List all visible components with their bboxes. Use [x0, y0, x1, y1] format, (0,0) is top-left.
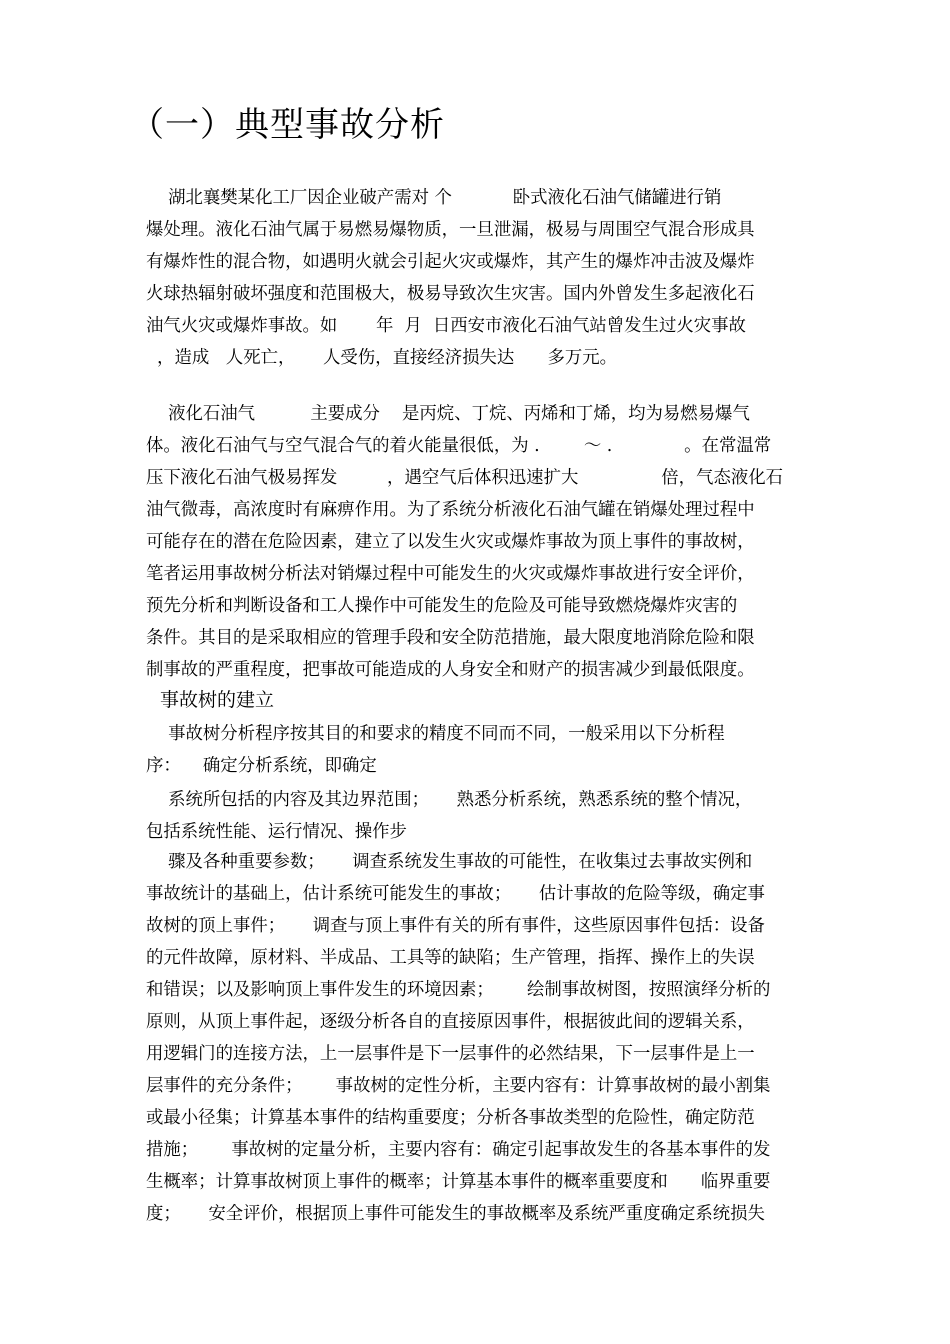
paragraph-line: 生概率；计算事故树顶上事件的概率；计算基本事件的概率重要度和 临界重要 [146, 1172, 771, 1192]
paragraph-line: 有爆炸性的混合物，如遇明火就会引起火灾或爆炸，其产生的爆炸冲击波及爆炸 [146, 252, 755, 272]
paragraph-line: 制事故的严重程度，把事故可能造成的人身安全和财产的损害减少到最低限度。 [146, 660, 755, 680]
paragraph-line: 故树的顶上事件； 调查与顶上事件有关的所有事件，这些原因事件包括：设备 [146, 916, 765, 936]
section-heading: 事故树的建立 [160, 689, 275, 711]
paragraph-line: 和错误；以及影响顶上事件发生的环境因素； 绘制事故树图，按照演绎分析的 [146, 980, 771, 1000]
paragraph-line: 笔者运用事故树分析法对销爆过程中可能发生的火灾或爆炸事故进行安全评价， [146, 564, 755, 584]
paragraph-line: 包括系统性能、运行情况、操作步 [146, 822, 407, 842]
paragraph-line: 事故树分析程序按其目的和要求的精度不同而不同，一般采用以下分析程 [146, 724, 725, 744]
paragraph-line: 预先分析和判断设备和工人操作中可能发生的危险及可能导致燃烧爆炸灾害的 [146, 596, 738, 616]
paragraph-line: 压下液化石油气极易挥发 ，遇空气后体积迅速扩大 倍，气态液化石 [146, 468, 784, 488]
paragraph-line: 体。液化石油气与空气混合气的着火能量很低，为 . ～ . 。在常温常 [146, 436, 772, 456]
page-title: （一）典型事故分析 [130, 105, 445, 145]
paragraph-line: 措施； 事故树的定量分析，主要内容有：确定引起事故发生的各基本事件的发 [146, 1140, 771, 1160]
paragraph-line: 骤及各种重要参数； 调查系统发生事故的可能性，在收集过去事故实例和 [146, 852, 753, 872]
paragraph-line: 层事件的充分条件； 事故树的定性分析，主要内容有：计算事故树的最小割集 [146, 1076, 771, 1096]
paragraph-line: 事故统计的基础上，估计系统可能发生的事故； 估计事故的危险等级，确定事 [146, 884, 765, 904]
paragraph-line: ，造成 人死亡， 人受伤，直接经济损失达 多万元。 [146, 348, 618, 368]
paragraph-line: 原则，从顶上事件起，逐级分析各自的直接原因事件，根据彼此间的逻辑关系， [146, 1012, 755, 1032]
paragraph-line: 油气火灾或爆炸事故。如 年 月 日西安市液化石油气站曾发生过火灾事故 [146, 316, 746, 336]
paragraph-line: 或最小径集；计算基本事件的结构重要度；分析各事故类型的危险性，确定防范 [146, 1108, 755, 1128]
paragraph-line: 的元件故障，原材料、半成品、工具等的缺陷；生产管理，指挥、操作上的失误 [146, 948, 755, 968]
paragraph-line: 系统所包括的内容及其边界范围； 熟悉分析系统，熟悉系统的整个情况， [146, 790, 753, 810]
paragraph-line: 条件。其目的是采取相应的管理手段和安全防范措施，最大限度地消除危险和限 [146, 628, 755, 648]
paragraph-line: 可能存在的潜在危险因素，建立了以发生火灾或爆炸事故为顶上事件的事故树， [146, 532, 755, 552]
paragraph-line: 湖北襄樊某化工厂因企业破产需对 个 卧式液化石油气储罐进行销 [146, 188, 722, 208]
paragraph-line: 火球热辐射破坏强度和范围极大，极易导致次生灾害。国内外曾发生多起液化石 [146, 284, 755, 304]
paragraph-line: 液化石油气 主要成分 是丙烷、丁烷、丙烯和丁烯，均为易燃易爆气 [146, 404, 750, 424]
paragraph-line: 用逻辑门的连接方法，上一层事件是下一层事件的必然结果，下一层事件是上一 [146, 1044, 755, 1064]
paragraph-line: 度； 安全评价，根据顶上事件可能发生的事故概率及系统严重度确定系统损失 [146, 1204, 765, 1224]
paragraph-line: 爆处理。液化石油气属于易燃易爆物质，一旦泄漏，极易与周围空气混合形成具 [146, 220, 755, 240]
paragraph-line: 油气微毒，高浓度时有麻痹作用。为了系统分析液化石油气罐在销爆处理过程中 [146, 500, 755, 520]
paragraph-line: 序： 确定分析系统，即确定 [146, 756, 377, 776]
